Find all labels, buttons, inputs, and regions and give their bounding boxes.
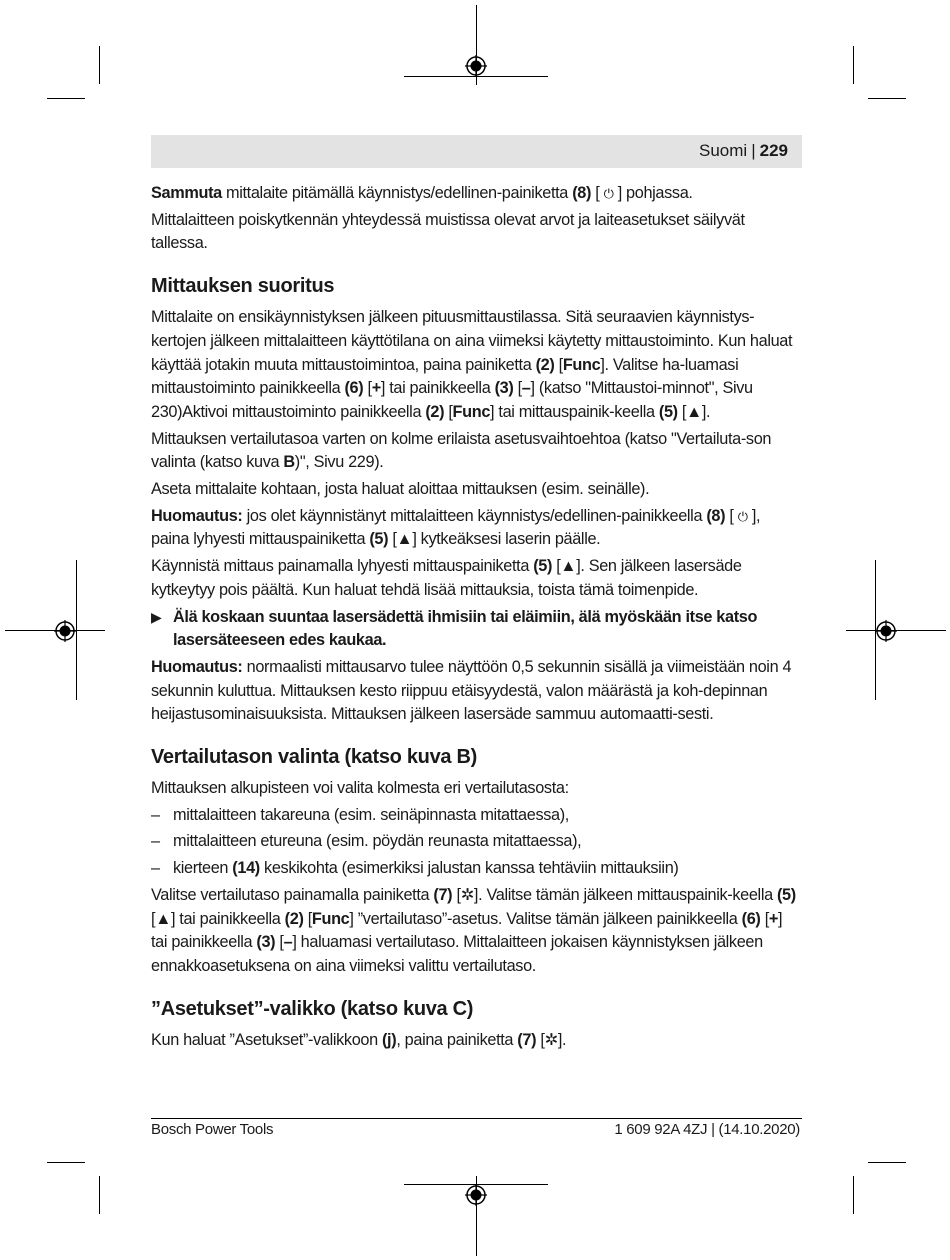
page-number: 229: [759, 141, 788, 160]
footer-brand: Bosch Power Tools: [151, 1121, 274, 1138]
text: jos olet käynnistänyt mittalaitteen käynnistys/edellinen-painikkeella: [242, 506, 707, 525]
key-label: Func: [562, 355, 601, 374]
ref-number: (3): [256, 933, 276, 952]
crop-mark: [868, 98, 906, 99]
crop-mark: [99, 1176, 100, 1214]
ref-number: (5): [369, 530, 389, 549]
text: [: [554, 355, 563, 374]
text: ] tai painikkeella: [170, 909, 285, 928]
settings-gear-icon: ✲: [544, 1030, 558, 1049]
text: Mittauksen vertailutasoa varten on kolme erilaista asetusvaihtoehtoa (katso "Vertailuta-son valinta (katso kuva: [151, 429, 772, 472]
ref-number: (8): [706, 506, 726, 525]
text: ]. Sen jälkeen lasersäde kytkeytyy pois päältä. Kun haluat tehdä lisää mittauksia, toista tämä toimenpide.: [151, 557, 742, 599]
list-text: [173, 857, 678, 881]
key-label: +: [371, 379, 381, 398]
ref-number: (14): [232, 859, 260, 878]
warning-triangle-icon: ▶: [151, 608, 162, 625]
list-dash: –: [151, 805, 160, 824]
list-text: mittalaitteen takareuna (esim. seinäpinnasta mitattaessa),: [173, 805, 569, 824]
text: ] kytkeäksesi laserin päälle.: [412, 530, 601, 549]
text: ] haluamasi vertailutaso. Mittalaitteen jokaisen käynnistyksen jälkeen ennakkoasetuksena on aina viimeksi valittu vertailutaso.: [151, 933, 763, 975]
text: Valitse vertailutaso painamalla painiketta: [151, 885, 434, 904]
list-text: mittalaitteen etureuna (esim. pöydän reunasta mitattaessa),: [173, 832, 582, 851]
crop-mark: [853, 46, 854, 84]
paragraph-note-timing: [151, 656, 802, 727]
power-button-icon: ⏻: [603, 186, 614, 201]
ref-letter: (j): [381, 1030, 397, 1049]
registration-mark-icon: [54, 620, 76, 642]
text: [: [513, 379, 522, 398]
ref-number: (6): [741, 909, 761, 928]
header-text: [699, 141, 788, 161]
ref-number: (7): [433, 885, 453, 904]
text: ] pohjassa.: [613, 184, 693, 202]
crop-mark: [868, 1162, 906, 1163]
text: )", Sivu 229).: [294, 453, 384, 472]
power-button-icon: ⏻: [737, 508, 748, 524]
ref-number: (7): [517, 1030, 537, 1049]
paragraph-note-laser: [151, 505, 802, 552]
text: ] tai mittauspainik-keella: [490, 402, 659, 421]
text: [: [760, 909, 769, 928]
page-content: [151, 182, 802, 1055]
text: Mittalaite on ensikäynnistyksen jälkeen pituusmittaustilassa. Sitä seuraavien käynnistys-kertojen jälkeen mittalaitteen käyttötilana on aina viimeksi käytetty mittaustoiminto. Kun haluat käyttää jotakin muuta mittaustoimintoa, paina painiketta: [151, 308, 793, 374]
ref-number: (2): [535, 355, 555, 374]
paragraph-reference-intro: Mittauksen alkupisteen voi valita kolmesta eri vertailutasosta:: [151, 779, 569, 798]
text: [: [363, 379, 372, 398]
key-label: +: [768, 909, 779, 928]
key-label: –: [283, 933, 293, 952]
bold-term: Sammuta: [151, 184, 222, 202]
ref-number: (5): [658, 402, 678, 421]
key-label: Func: [311, 909, 350, 928]
text: ] tai painikkeella: [151, 909, 783, 952]
paragraph-start-measurement: [151, 555, 802, 602]
text: [: [677, 402, 687, 421]
figure-ref: B: [283, 453, 295, 472]
list-dash: –: [151, 832, 160, 851]
paragraph-switch-off: [151, 182, 802, 206]
registration-mark-icon: [465, 1184, 487, 1206]
text: normaalisti mittausarvo tulee näyttöön 0,5 sekunnin sisällä ja viimeistään noin 4 sekunnin kuluttua. Mittauksen kesto riippuu etäisyydestä, valon määrästä ja koh-depinnan heijastusominaisuuksista. Mittauksen jälkeen lasersäde sammuu automaatti-sesti.: [151, 657, 792, 724]
text: [: [444, 402, 453, 421]
crop-mark: [47, 1162, 85, 1163]
paragraph-measurement-modes: [151, 306, 802, 425]
text: ] ”vertailutaso”-asetus. Valitse tämän jälkeen painikkeella: [349, 909, 742, 928]
ref-number: (2): [425, 402, 445, 421]
crop-mark: [99, 46, 100, 84]
paragraph-select-reference: [151, 884, 802, 979]
list-dash: –: [151, 859, 160, 878]
text: kierteen: [173, 859, 233, 878]
warning-text: Älä koskaan suuntaa lasersädettä ihmisiin tai eläimiin, älä myöskään itse katso lasersäteeseen edes kaukaa.: [173, 607, 758, 650]
text: ].: [557, 1030, 567, 1049]
text: ] tai painikkeella: [380, 379, 495, 398]
heading-reference-level: Vertailutason valinta (katso kuva B): [151, 746, 477, 769]
list-item: [151, 804, 802, 828]
paragraph-position: Aseta mittalaite kohtaan, josta haluat aloittaa mittauksen (esim. seinälle).: [151, 480, 650, 499]
footer-rule: [151, 1118, 802, 1119]
page-header: [151, 135, 802, 168]
text: ] (katso "Mittaustoi-minnot", Sivu 230)Aktivoi mittaustoiminto painikkeella: [151, 379, 753, 421]
paragraph-settings-menu: [151, 1029, 802, 1053]
safety-warning: [151, 606, 802, 653]
header-separator: |: [751, 141, 756, 160]
heading-measurement: Mittauksen suoritus: [151, 275, 335, 298]
paragraph-memory: Mittalaitteen poiskytkennän yhteydessä muistissa olevat arvot ja laiteasetukset säilyvät tallessa.: [151, 210, 745, 253]
text: Kun haluat ”Asetukset”-valikkoon: [151, 1030, 382, 1049]
ref-number: (8): [572, 184, 592, 202]
text: , paina painiketta: [396, 1030, 518, 1049]
text: [: [275, 933, 284, 952]
header-language: Suomi: [699, 141, 748, 160]
paragraph-reference-options: [151, 428, 802, 475]
registration-mark-icon: [465, 55, 487, 77]
ref-number: (3): [494, 379, 514, 398]
text: mittalaite pitämällä käynnistys/edellinen-painiketta: [221, 184, 573, 202]
key-label: –: [521, 379, 531, 398]
text: keskikohta (esimerkiksi jalustan kanssa tehtäviin mittauksiin): [259, 859, 679, 878]
note-label: Huomautus:: [151, 657, 243, 676]
heading-settings-menu: ”Asetukset”-valikko (katso kuva C): [151, 997, 474, 1020]
ref-number: (5): [776, 885, 796, 904]
ref-number: (2): [284, 909, 304, 928]
list-item: [151, 857, 802, 881]
text: [: [452, 885, 461, 904]
text: [: [725, 506, 738, 525]
text: Käynnistä mittaus painamalla lyhyesti mittauspainiketta: [151, 557, 534, 576]
text: [: [151, 909, 156, 928]
text: [: [388, 530, 397, 549]
text: ]. Valitse ha-luamasi mittaustoiminto painikkeella: [151, 355, 739, 398]
measure-triangle-icon: ▲: [560, 557, 577, 576]
text: ]. Valitse tämän jälkeen mittauspainik-keella: [473, 885, 777, 904]
note-label: Huomautus:: [151, 506, 243, 525]
text: [: [303, 909, 312, 928]
measure-triangle-icon: ▲: [155, 909, 171, 928]
registration-mark-icon: [875, 620, 897, 642]
text: [: [536, 1030, 545, 1049]
footer-doc-id: 1 609 92A 4ZJ | (14.10.2020): [614, 1121, 800, 1138]
text: [: [552, 557, 561, 576]
ref-number: (5): [533, 557, 553, 576]
text: ], paina lyhyesti mittauspainiketta: [151, 506, 761, 549]
crop-mark: [47, 98, 85, 99]
key-label: Func: [452, 402, 491, 421]
list-item: [151, 830, 802, 854]
ref-number: (6): [344, 379, 364, 398]
settings-gear-icon: ✲: [460, 885, 474, 904]
text: [: [591, 184, 604, 202]
measure-triangle-icon: ▲: [396, 530, 413, 549]
crop-mark: [853, 1176, 854, 1214]
measure-triangle-icon: ▲: [686, 402, 702, 421]
text: ].: [701, 402, 711, 421]
